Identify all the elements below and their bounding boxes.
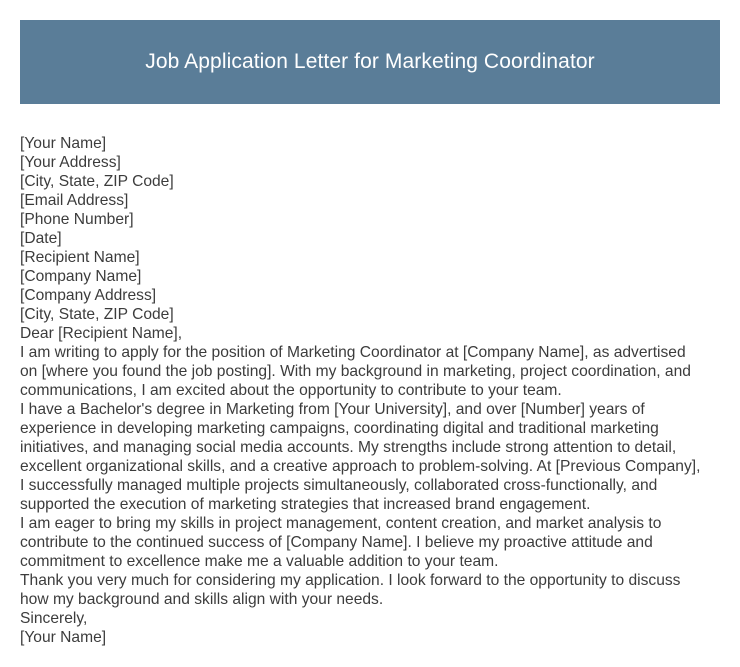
paragraph-line: initiatives, and managing social media accounts. My strengths include strong attention to detail, <box>20 439 677 456</box>
paragraph-line: I am eager to bring my skills in project management, content creation, and market analysis to <box>20 515 662 532</box>
paragraph-intro <box>20 343 722 400</box>
closing: Sincerely, <box>20 610 88 627</box>
salutation: Dear [Recipient Name], <box>20 325 183 342</box>
sender-name: [Your Name] <box>20 135 107 152</box>
sender-block <box>20 134 722 248</box>
paragraph-line: communications, I am excited about the opportunity to contribute to your team. <box>20 382 562 399</box>
paragraph-motivation <box>20 514 722 571</box>
recipient-company-address: [Company Address] <box>20 287 157 304</box>
paragraph-line: I successfully managed multiple projects simultaneously, collaborated cross-functionally, and <box>20 477 658 494</box>
letter-date: [Date] <box>20 230 62 247</box>
recipient-name: [Recipient Name] <box>20 249 140 266</box>
sender-email: [Email Address] <box>20 192 129 209</box>
paragraph-line: commitment to excellence make me a valuable addition to your team. <box>20 553 499 570</box>
page-title: Job Application Letter for Marketing Coordinator <box>145 50 595 73</box>
sender-city-state-zip: [City, State, ZIP Code] <box>20 173 174 190</box>
paragraph-line: on [where you found the job posting]. With my background in marketing, project coordination, and <box>20 363 691 380</box>
sender-address: [Your Address] <box>20 154 121 171</box>
paragraph-line: Thank you very much for considering my application. I look forward to the opportunity to discuss <box>20 572 681 589</box>
paragraph-line: I am writing to apply for the position of Marketing Coordinator at [Company Name], as advertised <box>20 344 686 361</box>
paragraph-line: contribute to the continued success of [Company Name]. I believe my proactive attitude and <box>20 534 653 551</box>
paragraph-line: experience in developing marketing campaigns, coordinating digital and traditional marketing <box>20 420 659 437</box>
recipient-city-state-zip: [City, State, ZIP Code] <box>20 306 174 323</box>
signature-name: [Your Name] <box>20 629 107 646</box>
paragraph-closing <box>20 571 722 609</box>
recipient-company: [Company Name] <box>20 268 142 285</box>
paragraph-line: supported the execution of marketing strategies that increased brand engagement. <box>20 496 591 513</box>
paragraph-line: how my background and skills align with your needs. <box>20 591 384 608</box>
header-banner <box>20 20 720 104</box>
paragraph-line: excellent organizational skills, and a creative approach to problem-solving. At [Previous Company], <box>20 458 701 475</box>
letter-body <box>20 134 722 647</box>
recipient-block <box>20 248 722 324</box>
paragraph-experience <box>20 400 722 514</box>
paragraph-line: I have a Bachelor's degree in Marketing from [Your University], and over [Number] years of <box>20 401 645 418</box>
sender-phone: [Phone Number] <box>20 211 134 228</box>
